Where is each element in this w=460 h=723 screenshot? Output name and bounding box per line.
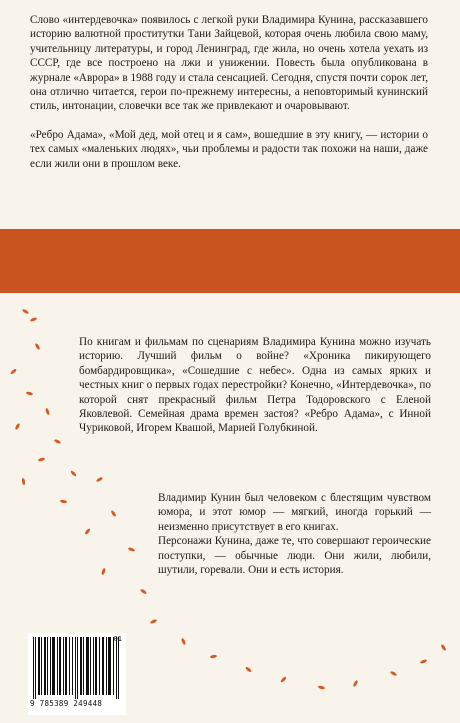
- petal: [70, 470, 77, 477]
- petal: [245, 666, 252, 673]
- petal: [96, 476, 104, 482]
- petal: [84, 528, 91, 535]
- petal: [45, 408, 50, 416]
- petal: [390, 670, 398, 676]
- middle-paragraph: По книгам и фильмам по сценариям Владимира Кунина можно изучать историю. Лучший фильм о войне? «Хроника пикирующего бомбардировщика», «Сошедшие с небес». Одна из самых ярких и честных книг о первых годах перестройки? Конечно, «Интердевочка», по которой снят прекрасный фильм Петра Тодоровского с Еленой Яковлевой. Семейная драма времен застоя? «Ребро Адама», с Инной Чуриковой, Игорем Квашой, Марией Голубкиной.: [79, 336, 431, 435]
- petal: [26, 391, 34, 396]
- petal: [10, 368, 17, 375]
- petal: [352, 680, 358, 688]
- petal: [30, 317, 38, 322]
- petal: [38, 457, 46, 462]
- petal: [140, 588, 147, 594]
- petal: [150, 619, 158, 625]
- isbn-number: 9 785389 249448: [30, 699, 103, 708]
- annotation-paragraph-2: «Ребро Адама», «Мой дед, мой отец и я сам», вошедшие в эту книгу, — истории о тех самых «маленьких людях», чьи проблемы и радости так похожи на наши, даже если жили они в прошлом веке.: [30, 128, 428, 170]
- petal: [128, 547, 136, 552]
- barcode-bars: [32, 637, 122, 699]
- lower-paragraph-1: Владимир Кунин был человеком с блестящим чувством юмора, и этот юмор — мягкий, иногда горький — неизменно присутствует в его книгах.: [158, 492, 431, 533]
- petal: [21, 478, 25, 485]
- lower-paragraph-2: Персонажи Кунина, даже те, что совершают героические поступки, — обычные люди. Они жили, любили, шутили, горевали. Они и есть история.: [158, 535, 431, 577]
- annotation-paragraph-1: Слово «интердевочка» появилось с легкой руки Владимира Кунина, рассказавшего историю валютной проститутки Тани Зайцевой, которая очень любила свою маму, учительницу литературы, и город Ленинград, где жила, но очень хотела уехать из СССР, где все построено на лжи и унижении. Повесть была опубликована в журнале «Аврора» в 1988 году и стала сенсацией. Сегодня, спустя почти сорок лет, она отлично читается, герои по-прежнему интересны, а неповторимый кунинский стиль, интонации, словечки все так же привлекают и очаровывают.: [30, 14, 428, 113]
- annotation-top: [30, 13, 428, 185]
- isbn-barcode: [28, 633, 126, 715]
- petal: [34, 343, 40, 351]
- petal: [54, 439, 62, 445]
- orange-band: [0, 229, 460, 293]
- petal: [318, 685, 326, 690]
- petal: [60, 499, 67, 503]
- petal: [440, 644, 446, 651]
- annotation-lower: [158, 491, 431, 577]
- petal: [110, 510, 116, 517]
- petal: [181, 638, 187, 646]
- petal: [210, 654, 217, 658]
- petal: [420, 659, 428, 664]
- petal: [280, 676, 287, 683]
- barcode-addon: 01: [113, 635, 122, 643]
- petal: [101, 568, 106, 576]
- annotation-middle: [79, 335, 431, 436]
- petal: [22, 308, 30, 314]
- petal: [14, 423, 20, 431]
